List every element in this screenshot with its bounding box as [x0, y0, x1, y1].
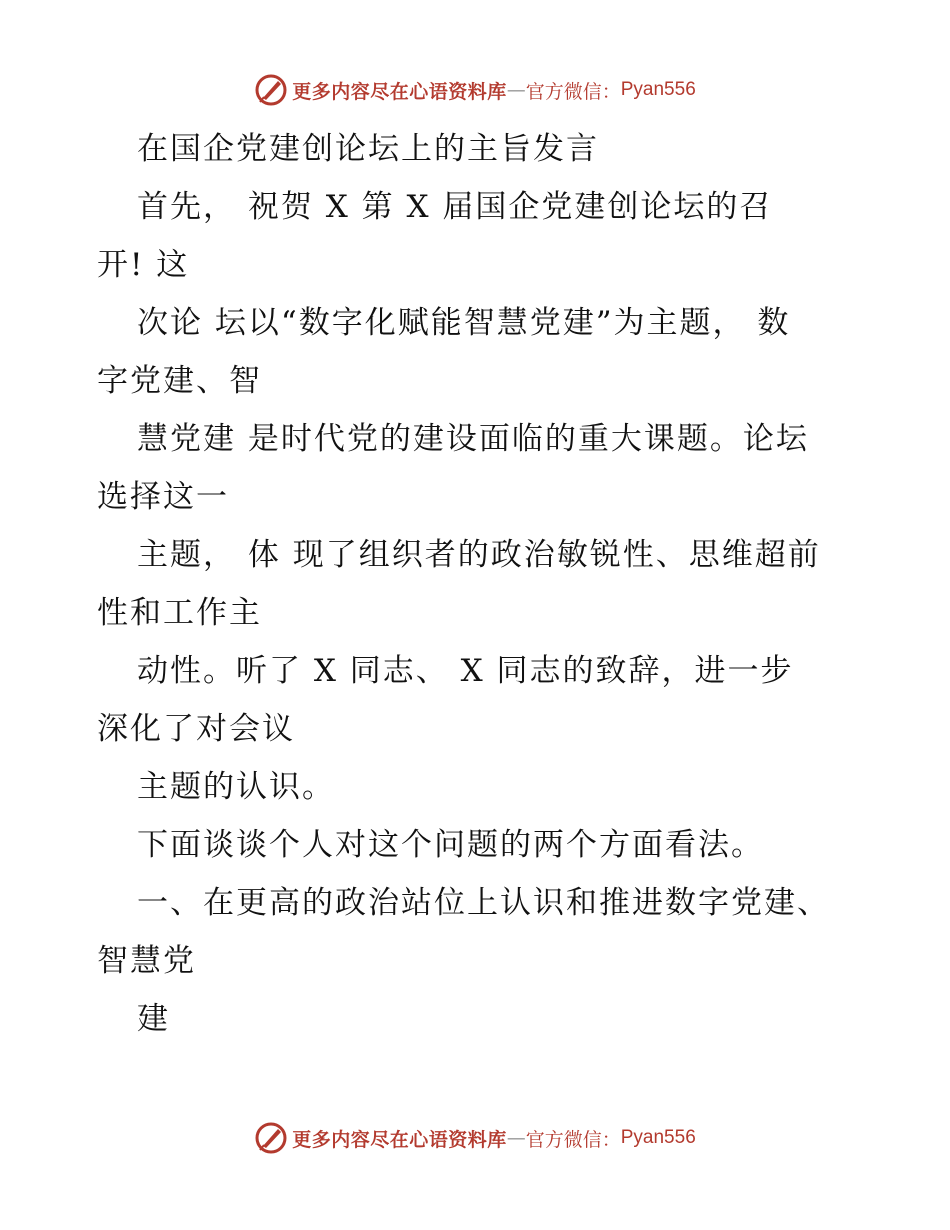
quill-logo-icon — [254, 1121, 288, 1155]
header-banner — [0, 72, 950, 108]
banner-title: 更多内容尽在心语资料库 — [292, 80, 507, 103]
banner-title: 更多内容尽在心语资料库 — [292, 1128, 507, 1151]
quill-logo-icon — [254, 73, 288, 107]
section-heading: 智慧党 — [97, 943, 196, 979]
paragraph-line: 慧党建 是时代党的建设面临的重大课题。论坛 — [137, 421, 809, 457]
paragraph-line: 下面谈谈个人对这个问题的两个方面看法。 — [137, 827, 764, 863]
banner-wechat-id: Pyan556 — [620, 79, 696, 100]
banner-separator: — — [506, 79, 526, 101]
paragraph-line: 主题， 体 现了组织者的政治敏锐性、思维超前 — [137, 537, 821, 573]
banner-wechat-label: 官方微信： — [525, 80, 621, 103]
paragraph-line: 字党建、智 — [97, 363, 262, 399]
document-body — [97, 120, 857, 1048]
banner-separator: — — [506, 1127, 526, 1149]
paragraph-line: 开! 这 — [97, 247, 190, 283]
paragraph-line: 主题的认识。 — [137, 769, 335, 805]
paragraph-line: 选择这一 — [97, 479, 229, 515]
paragraph-line: 深化了对会议 — [97, 711, 295, 747]
section-heading: 建 — [137, 1001, 170, 1037]
paragraph-line: 性和工作主 — [97, 595, 262, 631]
footer-banner — [0, 1120, 950, 1156]
banner-wechat-label: 官方微信： — [525, 1128, 621, 1151]
section-heading: 一、在更高的政治站位上认识和推进数字党建、 — [137, 885, 830, 921]
paragraph-line: 动性。听了 X 同志、 X 同志的致辞，进一步 — [137, 653, 794, 689]
document-title: 在国企党建创论坛上的主旨发言 — [137, 131, 599, 167]
paragraph-line: 次论 坛以“数字化赋能智慧党建”为主题， 数 — [137, 305, 791, 341]
banner-wechat-id: Pyan556 — [620, 1127, 696, 1148]
paragraph-line: 首先， 祝贺 X 第 X 届国企党建创论坛的召 — [137, 189, 773, 225]
